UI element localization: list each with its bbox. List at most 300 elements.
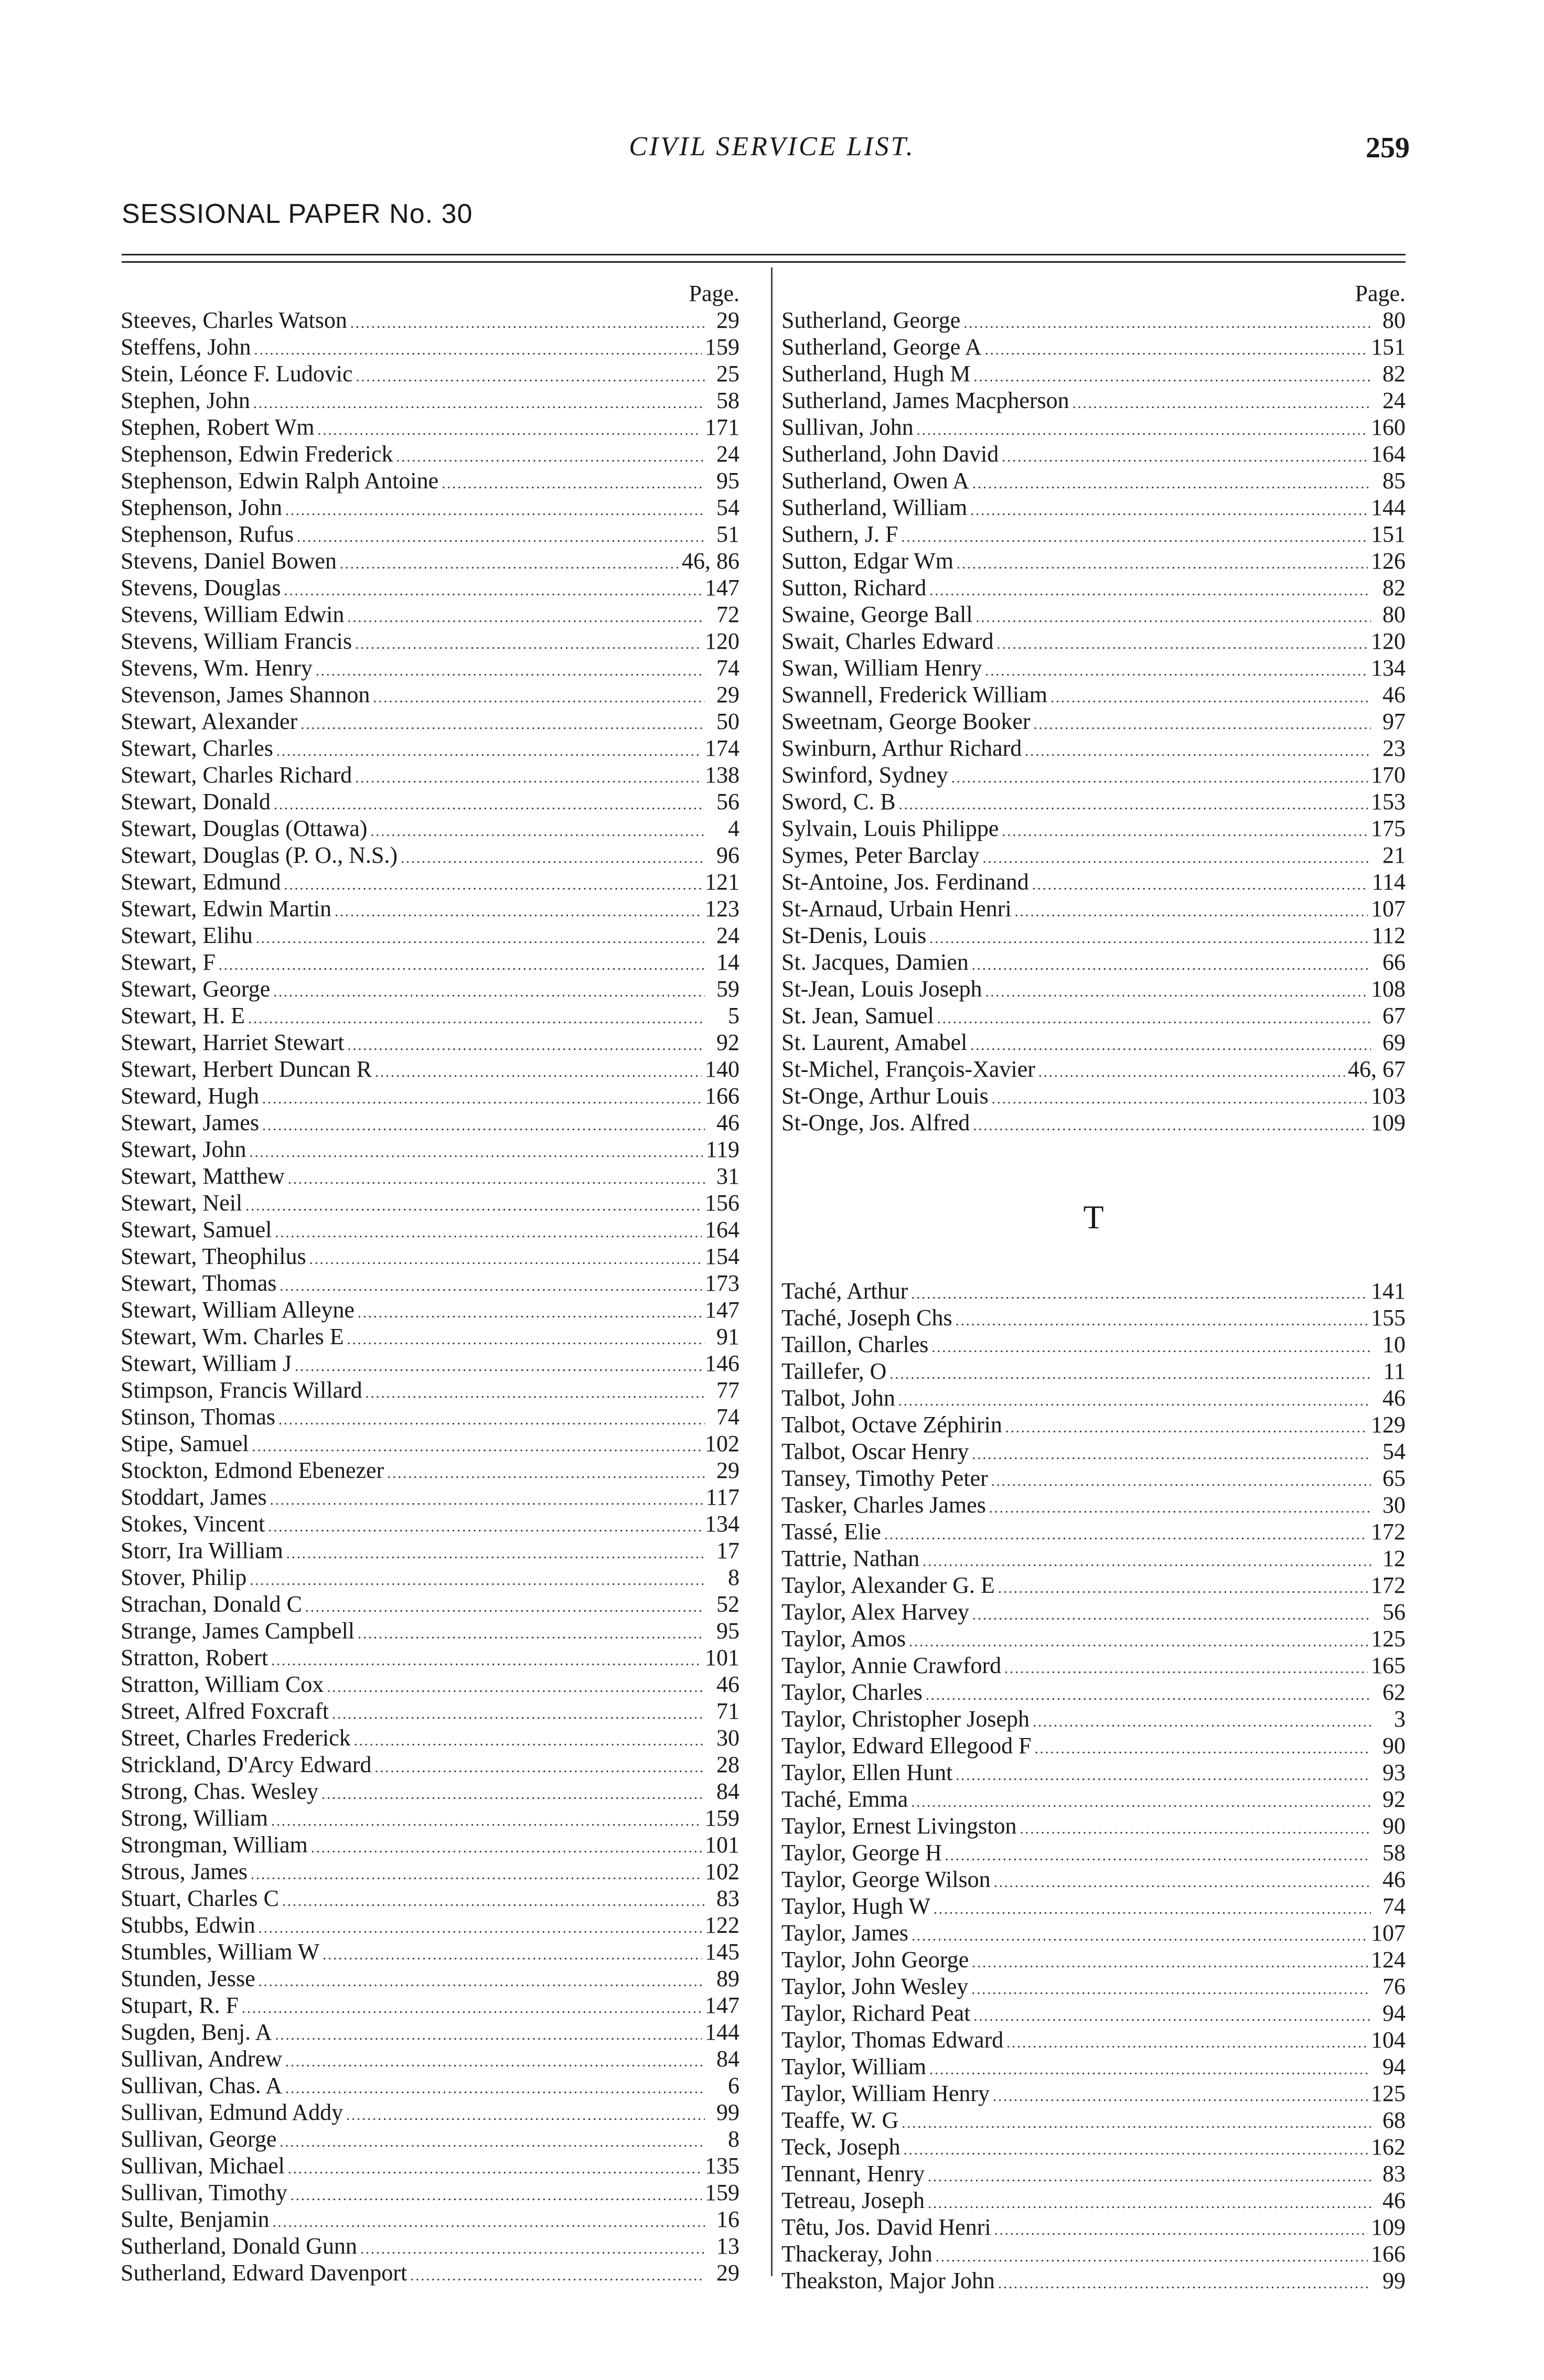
index-entry [121, 1136, 739, 1163]
dot-leader [912, 1923, 1368, 1949]
entry-page: 29 [716, 682, 739, 707]
entry-name: Taylor, George H [781, 1840, 942, 1866]
entry-name: Swinford, Sydney [781, 762, 948, 788]
index-entry [781, 2027, 1406, 2053]
index-entry [781, 1082, 1406, 1109]
section-letter: T [1083, 1198, 1104, 1236]
index-entry [781, 1492, 1406, 1518]
index-entry [781, 975, 1406, 1002]
entry-name: Taché, Arthur [781, 1278, 908, 1304]
index-entry [781, 1331, 1406, 1358]
entry-page: 82 [1382, 575, 1406, 601]
entry-page: 24 [716, 923, 739, 948]
dot-leader [373, 684, 705, 711]
dot-leader [347, 1326, 705, 1353]
entry-name: Sullivan, Timothy [121, 2180, 287, 2205]
entry-name: Taylor, Edward Ellegood F [781, 1733, 1032, 1759]
entry-page: 65 [1382, 1465, 1406, 1491]
index-entry [781, 1679, 1406, 1706]
entry-name: St-Onge, Jos. Alfred [781, 1110, 970, 1135]
dot-leader [256, 925, 705, 952]
index-entry [121, 1510, 739, 1537]
dot-leader [976, 604, 1371, 631]
index-entry [781, 681, 1406, 708]
dot-leader [972, 952, 1371, 979]
dot-leader [285, 497, 705, 524]
entry-name: Stevenson, James Shannon [121, 682, 370, 707]
dot-leader [252, 1433, 702, 1460]
index-entry [121, 414, 739, 441]
entry-name: Stewart, Neil [121, 1190, 243, 1216]
index-entry [121, 842, 739, 869]
index-entry [781, 1029, 1406, 1056]
entry-name: Stephenson, John [121, 495, 282, 520]
entry-name: Taillefer, O [781, 1358, 887, 1384]
index-entry [121, 1377, 739, 1403]
entry-name: Tennant, Henry [781, 2161, 925, 2186]
entry-name: Tansey, Timothy Peter [781, 1465, 988, 1491]
index-entry [781, 1438, 1406, 1465]
entry-name: Suthern, J. F [781, 521, 898, 547]
entry-page: 153 [1371, 789, 1406, 814]
dot-leader [898, 1388, 1371, 1414]
entry-name: Taché, Joseph Chs [781, 1305, 952, 1331]
dot-leader [321, 1781, 705, 1808]
entry-page: 94 [1382, 2054, 1406, 2079]
dot-leader [291, 2182, 702, 2209]
entry-name: Sutton, Richard [781, 575, 927, 601]
entry-page: 93 [1382, 1760, 1406, 1785]
index-entry [781, 2240, 1406, 2267]
entry-page: 10 [1382, 1332, 1406, 1357]
dot-leader [262, 1086, 702, 1112]
index-entry [781, 1358, 1406, 1385]
entry-page: 141 [1371, 1278, 1406, 1304]
entry-name: Street, Charles Frederick [121, 1725, 351, 1751]
dot-leader [276, 738, 702, 765]
index-entry [781, 1278, 1406, 1304]
index-entry [121, 1885, 739, 1912]
dot-leader [917, 417, 1368, 444]
entry-name: Swan, William Henry [781, 655, 982, 681]
index-entry [121, 2126, 739, 2152]
index-entry [121, 762, 739, 788]
index-entry [781, 601, 1406, 628]
entry-name: Sullivan, Andrew [121, 2046, 282, 2072]
index-entry [781, 387, 1406, 414]
entry-page: 144 [705, 2019, 739, 2045]
index-entry [121, 1189, 739, 1216]
right-column [781, 281, 1406, 2294]
index-entry [781, 2134, 1406, 2160]
entry-page: 172 [1371, 1519, 1406, 1545]
index-entry [121, 975, 739, 1002]
dot-leader [1015, 898, 1368, 925]
entry-name: Sutherland, James Macpherson [781, 388, 1069, 413]
dot-leader [285, 2049, 705, 2075]
entry-name: Taylor, Annie Crawford [781, 1653, 1002, 1678]
entry-name: Stephen, John [121, 388, 250, 413]
index-entry [781, 1056, 1406, 1082]
entry-name: Stewart, Samuel [121, 1217, 272, 1242]
dot-leader [934, 1896, 1371, 1923]
dot-leader [993, 2083, 1368, 2110]
dot-leader [1002, 444, 1368, 470]
dot-leader [970, 497, 1368, 524]
index-entry [121, 2045, 739, 2072]
entry-name: Teck, Joseph [781, 2134, 900, 2160]
entry-name: Sutherland, Owen A [781, 468, 970, 494]
entry-name: Taylor, Alex Harvey [781, 1599, 970, 1625]
index-entry [781, 1385, 1406, 1411]
dot-leader [899, 791, 1368, 818]
dot-leader [242, 1995, 702, 2022]
index-entry [121, 1163, 739, 1189]
dot-leader [972, 1602, 1371, 1628]
entry-page: 97 [1382, 709, 1406, 734]
entry-page: 151 [1371, 521, 1406, 547]
entry-name: Sutherland, John David [781, 441, 999, 467]
dot-leader [970, 1032, 1371, 1059]
index-entry [121, 1858, 739, 1885]
index-entry [121, 1270, 739, 1296]
dot-leader [360, 2236, 705, 2263]
dot-leader [929, 925, 1368, 952]
entry-name: Stewart, Harriet Stewart [121, 1030, 345, 1055]
index-entry [121, 1912, 739, 1938]
entry-page: 3 [1394, 1706, 1406, 1732]
index-entry [121, 441, 739, 467]
entry-page: 120 [705, 628, 739, 654]
entry-page: 84 [716, 2046, 739, 2072]
index-entry [121, 1965, 739, 1992]
entry-page: 125 [1371, 1626, 1406, 1652]
entry-name: Sullivan, John [781, 414, 914, 440]
page-number: 259 [1366, 132, 1410, 164]
entry-name: Thackeray, John [781, 2241, 932, 2267]
entry-name: Street, Alfred Foxcraft [121, 1698, 329, 1724]
dot-leader [270, 1487, 703, 1514]
entry-name: Stephenson, Edwin Frederick [121, 441, 393, 467]
index-entry [121, 788, 739, 815]
entry-name: Stewart, Douglas (P. O., N.S.) [121, 842, 398, 868]
entry-page: 51 [716, 521, 739, 547]
entry-name: Sullivan, Edmund Addy [121, 2099, 344, 2125]
index-entry [121, 628, 739, 655]
dot-leader [245, 1193, 702, 1219]
entry-name: Stoddart, James [121, 1484, 267, 1510]
entry-name: Têtu, Jos. David Henri [781, 2214, 991, 2240]
index-entry [781, 1893, 1406, 1920]
entry-page: 95 [716, 468, 739, 494]
entry-name: Taylor, George Wilson [781, 1867, 991, 1892]
entry-page: 29 [716, 1457, 739, 1483]
index-list [781, 307, 1406, 1136]
dot-leader [1035, 1735, 1371, 1762]
entry-page: 146 [705, 1350, 739, 1376]
dot-leader [923, 1548, 1371, 1575]
index-entry [121, 1805, 739, 1831]
entry-name: Strong, William [121, 1805, 268, 1831]
dot-leader [929, 577, 1371, 604]
dot-leader [274, 791, 705, 818]
entry-name: St-Antoine, Jos. Ferdinand [781, 869, 1029, 895]
entry-page: 160 [1371, 414, 1406, 440]
index-entry [121, 895, 739, 922]
index-entry [781, 1920, 1406, 1946]
index-list [121, 307, 739, 2286]
entry-name: Stewart, George [121, 976, 271, 1002]
entry-name: Stevens, Daniel Bowen [121, 548, 337, 574]
entry-page: 135 [705, 2153, 739, 2179]
dot-leader [335, 898, 702, 925]
dot-leader [985, 337, 1368, 363]
dot-leader [956, 1307, 1368, 1334]
entry-page: 91 [716, 1324, 739, 1349]
index-list [781, 1278, 1406, 2294]
entry-page: 120 [1371, 628, 1406, 654]
dot-leader [323, 1942, 702, 1968]
page-column-heading: Page. [1355, 281, 1406, 306]
index-entry [781, 869, 1406, 895]
dot-leader [926, 1682, 1371, 1709]
entry-page: 96 [716, 842, 739, 868]
index-entry [121, 494, 739, 521]
entry-name: Stewart, John [121, 1137, 246, 1162]
entry-page: 50 [716, 709, 739, 734]
index-entry [121, 1082, 739, 1109]
entry-page: 147 [705, 1992, 739, 2018]
entry-name: Stein, Léonce F. Ludovic [121, 361, 353, 387]
index-entry [781, 1786, 1406, 1813]
entry-page: 89 [716, 1966, 739, 1991]
entry-page: 124 [1371, 1947, 1406, 1972]
index-entry [121, 334, 739, 360]
dot-leader [1033, 1709, 1371, 1735]
entry-name: Stokes, Vincent [121, 1511, 265, 1537]
index-entry [781, 1572, 1406, 1599]
dot-leader [929, 2056, 1371, 2083]
entry-page: 82 [1382, 361, 1406, 387]
dot-leader [248, 1005, 705, 1032]
entry-page: 74 [716, 655, 739, 681]
entry-name: Sutherland, William [781, 495, 968, 520]
entry-name: Strickland, D'Arcy Edward [121, 1752, 372, 1777]
entry-page: 46, 86 [682, 548, 739, 574]
dot-leader [945, 1842, 1371, 1869]
dot-leader [901, 524, 1368, 551]
entry-page: 119 [705, 1137, 739, 1162]
dot-leader [347, 1032, 705, 1059]
entry-name: Teaffe, W. G [781, 2107, 899, 2133]
index-entry [121, 1296, 739, 1323]
dot-leader [262, 1112, 705, 1139]
dot-leader [275, 2022, 702, 2049]
dot-leader [346, 2102, 705, 2129]
dot-leader [974, 363, 1371, 390]
dot-leader [275, 1219, 702, 1246]
dot-leader [1034, 711, 1371, 738]
dot-leader [1038, 1059, 1345, 1086]
entry-page: 166 [1371, 2241, 1406, 2267]
entry-name: Stimpson, Francis Willard [121, 1377, 362, 1403]
index-entry [121, 2179, 739, 2206]
entry-name: Tetreau, Joseph [781, 2188, 925, 2213]
entry-name: Tasker, Charles James [781, 1492, 986, 1518]
entry-name: Taylor, Ernest Livingston [781, 1813, 1017, 1839]
index-entry [121, 387, 739, 414]
entry-page: 174 [705, 735, 739, 761]
index-entry [121, 1591, 739, 1617]
entry-page: 23 [1382, 735, 1406, 761]
entry-name: Taylor, Amos [781, 1626, 906, 1652]
dot-leader [1050, 684, 1371, 711]
entry-page: 68 [1382, 2107, 1406, 2133]
entry-name: Stewart, Matthew [121, 1163, 285, 1189]
entry-name: Stewart, Alexander [121, 709, 298, 734]
entry-page: 134 [705, 1511, 739, 1537]
index-entry [781, 2053, 1406, 2080]
entry-name: Steward, Hugh [121, 1083, 259, 1109]
dot-leader [332, 1701, 705, 1728]
entry-name: Stunden, Jesse [121, 1966, 255, 1991]
dot-leader [410, 2263, 705, 2289]
entry-name: Stockton, Edmond Ebenezer [121, 1457, 384, 1483]
dot-leader [928, 2163, 1371, 2190]
index-entry [781, 2214, 1406, 2240]
index-entry [781, 949, 1406, 975]
dot-leader [387, 1460, 705, 1487]
index-entry [121, 548, 739, 574]
entry-page: 172 [1371, 1572, 1406, 1598]
index-entry [121, 2259, 739, 2286]
entry-name: Stubbs, Edwin [121, 1912, 255, 1938]
entry-page: 58 [716, 388, 739, 413]
entry-page: 52 [716, 1591, 739, 1617]
index-entry [781, 788, 1406, 815]
entry-name: Sullivan, Chas. A [121, 2073, 283, 2098]
entry-page: 74 [716, 1404, 739, 1430]
entry-name: Sutton, Edgar Wm [781, 548, 953, 574]
dot-leader [271, 1808, 702, 1835]
index-entry [781, 1652, 1406, 1679]
index-entry [121, 922, 739, 949]
entry-name: Stumbles, William W [121, 1939, 320, 1965]
entry-name: Taylor, Richard Peat [781, 2000, 971, 2026]
index-entry [121, 1323, 739, 1350]
index-entry [781, 574, 1406, 601]
index-entry [781, 2187, 1406, 2214]
entry-page: 14 [716, 949, 739, 975]
dot-leader [355, 631, 702, 658]
entry-name: Taylor, Charles [781, 1679, 923, 1705]
index-entry [121, 2152, 739, 2179]
entry-name: Sylvain, Louis Philippe [781, 816, 999, 841]
entry-name: Stewart, Charles [121, 735, 273, 761]
entry-page: 134 [1371, 655, 1406, 681]
entry-page: 102 [705, 1859, 739, 1884]
index-entry [121, 1484, 739, 1510]
entry-page: 11 [1383, 1358, 1406, 1384]
dot-leader [998, 2270, 1371, 2297]
dot-leader [972, 1441, 1371, 1468]
left-column [121, 281, 739, 2286]
entry-name: Stewart, F [121, 949, 216, 975]
dot-leader [1004, 1655, 1368, 1682]
entry-page: 8 [728, 1564, 739, 1590]
dot-leader [989, 1495, 1371, 1521]
entry-name: Taylor, William Henry [781, 2081, 990, 2106]
entry-page: 92 [1382, 1786, 1406, 1812]
dot-leader [1006, 2030, 1368, 2056]
dot-leader [286, 1540, 705, 1567]
dot-leader [297, 524, 705, 551]
entry-page: 95 [716, 1618, 739, 1644]
page-header [0, 131, 1544, 178]
dot-leader [971, 1976, 1371, 2003]
entry-name: Sword, C. B [781, 789, 896, 814]
index-entry [121, 307, 739, 334]
dot-leader [396, 444, 705, 470]
entry-page: 112 [1371, 923, 1406, 948]
entry-page: 147 [705, 575, 739, 601]
entry-page: 80 [1382, 307, 1406, 333]
index-entry [781, 655, 1406, 681]
entry-page: 46 [1382, 1385, 1406, 1411]
dot-leader [1025, 738, 1371, 765]
dot-leader [340, 551, 679, 577]
index-entry [781, 1545, 1406, 1572]
index-entry [781, 1946, 1406, 1973]
index-entry [121, 2206, 739, 2233]
index-entry [121, 735, 739, 762]
entry-name: Sweetnam, George Booker [781, 709, 1031, 734]
entry-page: 104 [1371, 2027, 1406, 2053]
entry-page: 84 [716, 1778, 739, 1804]
entry-name: Stewart, William J [121, 1350, 292, 1376]
entry-name: Talbot, John [781, 1385, 895, 1411]
dot-leader [268, 1514, 702, 1540]
entry-name: Taylor, Christopher Joseph [781, 1706, 1030, 1732]
index-entry [781, 895, 1406, 922]
index-entry [781, 334, 1406, 360]
entry-name: Stewart, Elihu [121, 923, 253, 948]
index-entry [121, 1831, 739, 1858]
entry-name: Stewart, James [121, 1110, 259, 1135]
entry-page: 92 [716, 1030, 739, 1055]
entry-name: St-Michel, François-Xavier [781, 1056, 1035, 1082]
index-entry [781, 1706, 1406, 1732]
entry-name: Taylor, Thomas Edward [781, 2027, 1004, 2053]
dot-leader [937, 1005, 1371, 1032]
dot-leader [985, 658, 1368, 684]
dot-leader [1002, 818, 1368, 845]
dot-leader [356, 363, 705, 390]
dot-leader [1020, 1816, 1371, 1842]
entry-page: 24 [1382, 388, 1406, 413]
entry-page: 140 [705, 1056, 739, 1082]
entry-page: 90 [1382, 1733, 1406, 1759]
dot-leader [991, 1468, 1371, 1495]
entry-page: 71 [716, 1698, 739, 1724]
entry-name: Strange, James Campbell [121, 1618, 355, 1644]
dot-leader [909, 1628, 1368, 1655]
index-entry [121, 869, 739, 895]
entry-name: Swannell, Frederick William [781, 682, 1047, 707]
dot-leader [928, 2190, 1371, 2217]
entry-page: 80 [1382, 602, 1406, 627]
index-entry [781, 467, 1406, 494]
